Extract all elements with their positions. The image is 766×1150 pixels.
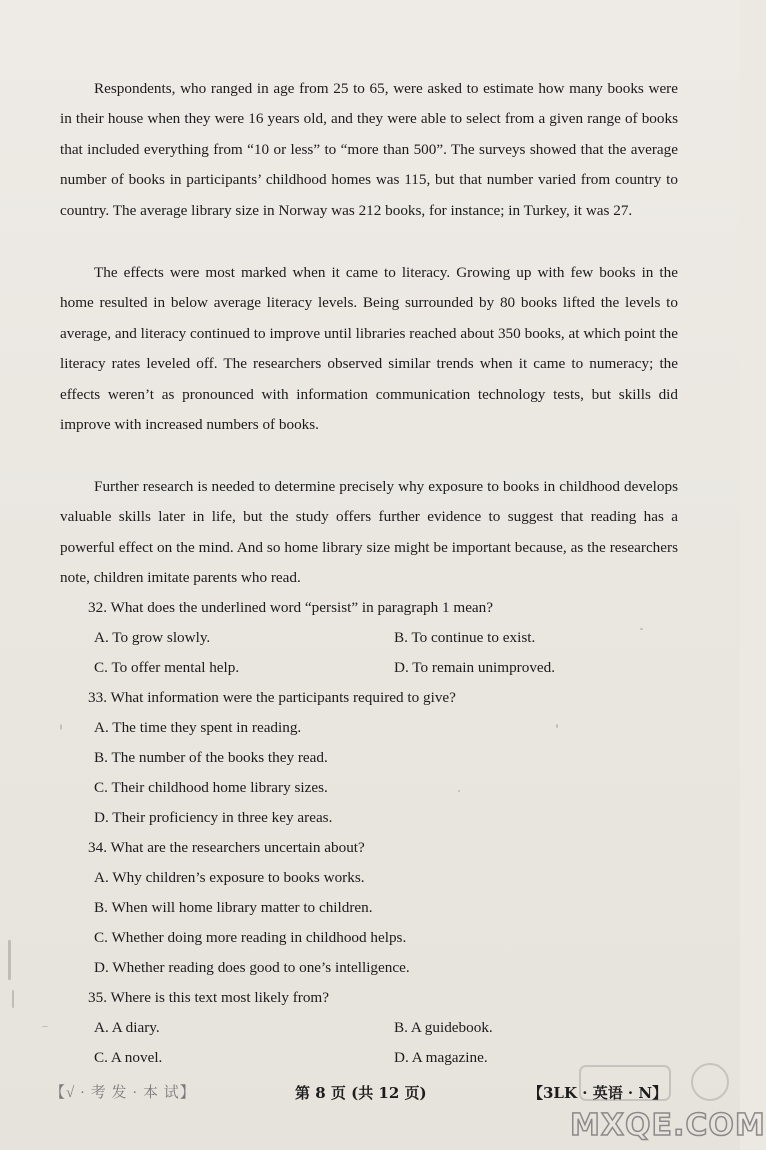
watermark-text: MXQE.COM [570,1108,766,1143]
scan-mark [60,724,62,730]
question-33-option-d[interactable]: D. Their proficiency in three key areas. [94,809,333,826]
scan-mark [458,790,460,792]
exam-code: 【3LK · 英语 · N】 [528,1084,668,1102]
question-32-option-c[interactable]: C. To offer mental help. [94,659,240,676]
question-32-option-b[interactable]: B. To continue to exist. [394,629,536,646]
question-34-option-d[interactable]: D. Whether reading does good to one’s intelligence. [94,959,410,976]
question-34-stem: 34. What are the researchers uncertain about? [88,839,365,856]
passage-paragraph-3: Further research is needed to determine precisely why exposure to books in childhood develops valuable skills later in life, but the study offers further evidence to suggest that reading has a powerful effect on the mind. And so home library size might be important because, as the researchers note, children imitate parents who read. [60,478,678,587]
question-33-option-b[interactable]: B. The number of the books they read. [94,749,328,766]
footer-left-label: 【√ · 考 发 · 本 试】 [50,1085,196,1101]
question-33-option-a[interactable]: A. The time they spent in reading. [94,719,302,736]
scan-mark [640,628,643,630]
question-34-option-c[interactable]: C. Whether doing more reading in childhood helps. [94,929,407,946]
scan-mark [12,990,14,1008]
question-34-option-b[interactable]: B. When will home library matter to children. [94,899,373,916]
question-32-option-d[interactable]: D. To remain unimproved. [394,659,556,676]
scan-mark [8,940,11,980]
question-35-option-d[interactable]: D. A magazine. [394,1049,488,1066]
passage-paragraph-2: The effects were most marked when it came to literacy. Growing up with few books in the home resulted in below average literacy levels. Being surrounded by 80 books lifted the levels to average, and literacy continued to improve until libraries reached about 350 books, at which point the literacy rates leveled off. The researchers observed similar trends when it came to numeracy; the effects weren’t as pronounced with information communication technology tests, but skills did improve with increased numbers of books. [60,264,678,434]
question-33-stem: 33. What information were the participants required to give? [88,689,456,706]
page-number: 第 8 页 (共 12 页) [295,1084,427,1102]
question-33-option-c[interactable]: C. Their childhood home library sizes. [94,779,328,796]
question-35-option-b[interactable]: B. A guidebook. [394,1019,493,1036]
question-34-option-a[interactable]: A. Why children’s exposure to books works. [94,869,365,886]
question-35-stem: 35. Where is this text most likely from? [88,989,329,1006]
question-32-option-a[interactable]: A. To grow slowly. [94,629,211,646]
passage-paragraph-1: Respondents, who ranged in age from 25 to 65, were asked to estimate how many books were in their house when they were 16 years old, and they were able to select from a given range of books that included everything from “10 or less” to “more than 500”. The surveys showed that the average number of books in participants’ childhood homes was 115, but that number varied from country to country. The average library size in Norway was 212 books, for instance; in Turkey, it was 27. [60,80,678,219]
question-32-stem: 32. What does the underlined word “persist” in paragraph 1 mean? [88,599,494,616]
scan-mark [42,1026,48,1027]
scan-mark [556,724,558,728]
question-35-option-c[interactable]: C. A novel. [94,1049,163,1066]
question-35-option-a[interactable]: A. A diary. [94,1019,160,1036]
